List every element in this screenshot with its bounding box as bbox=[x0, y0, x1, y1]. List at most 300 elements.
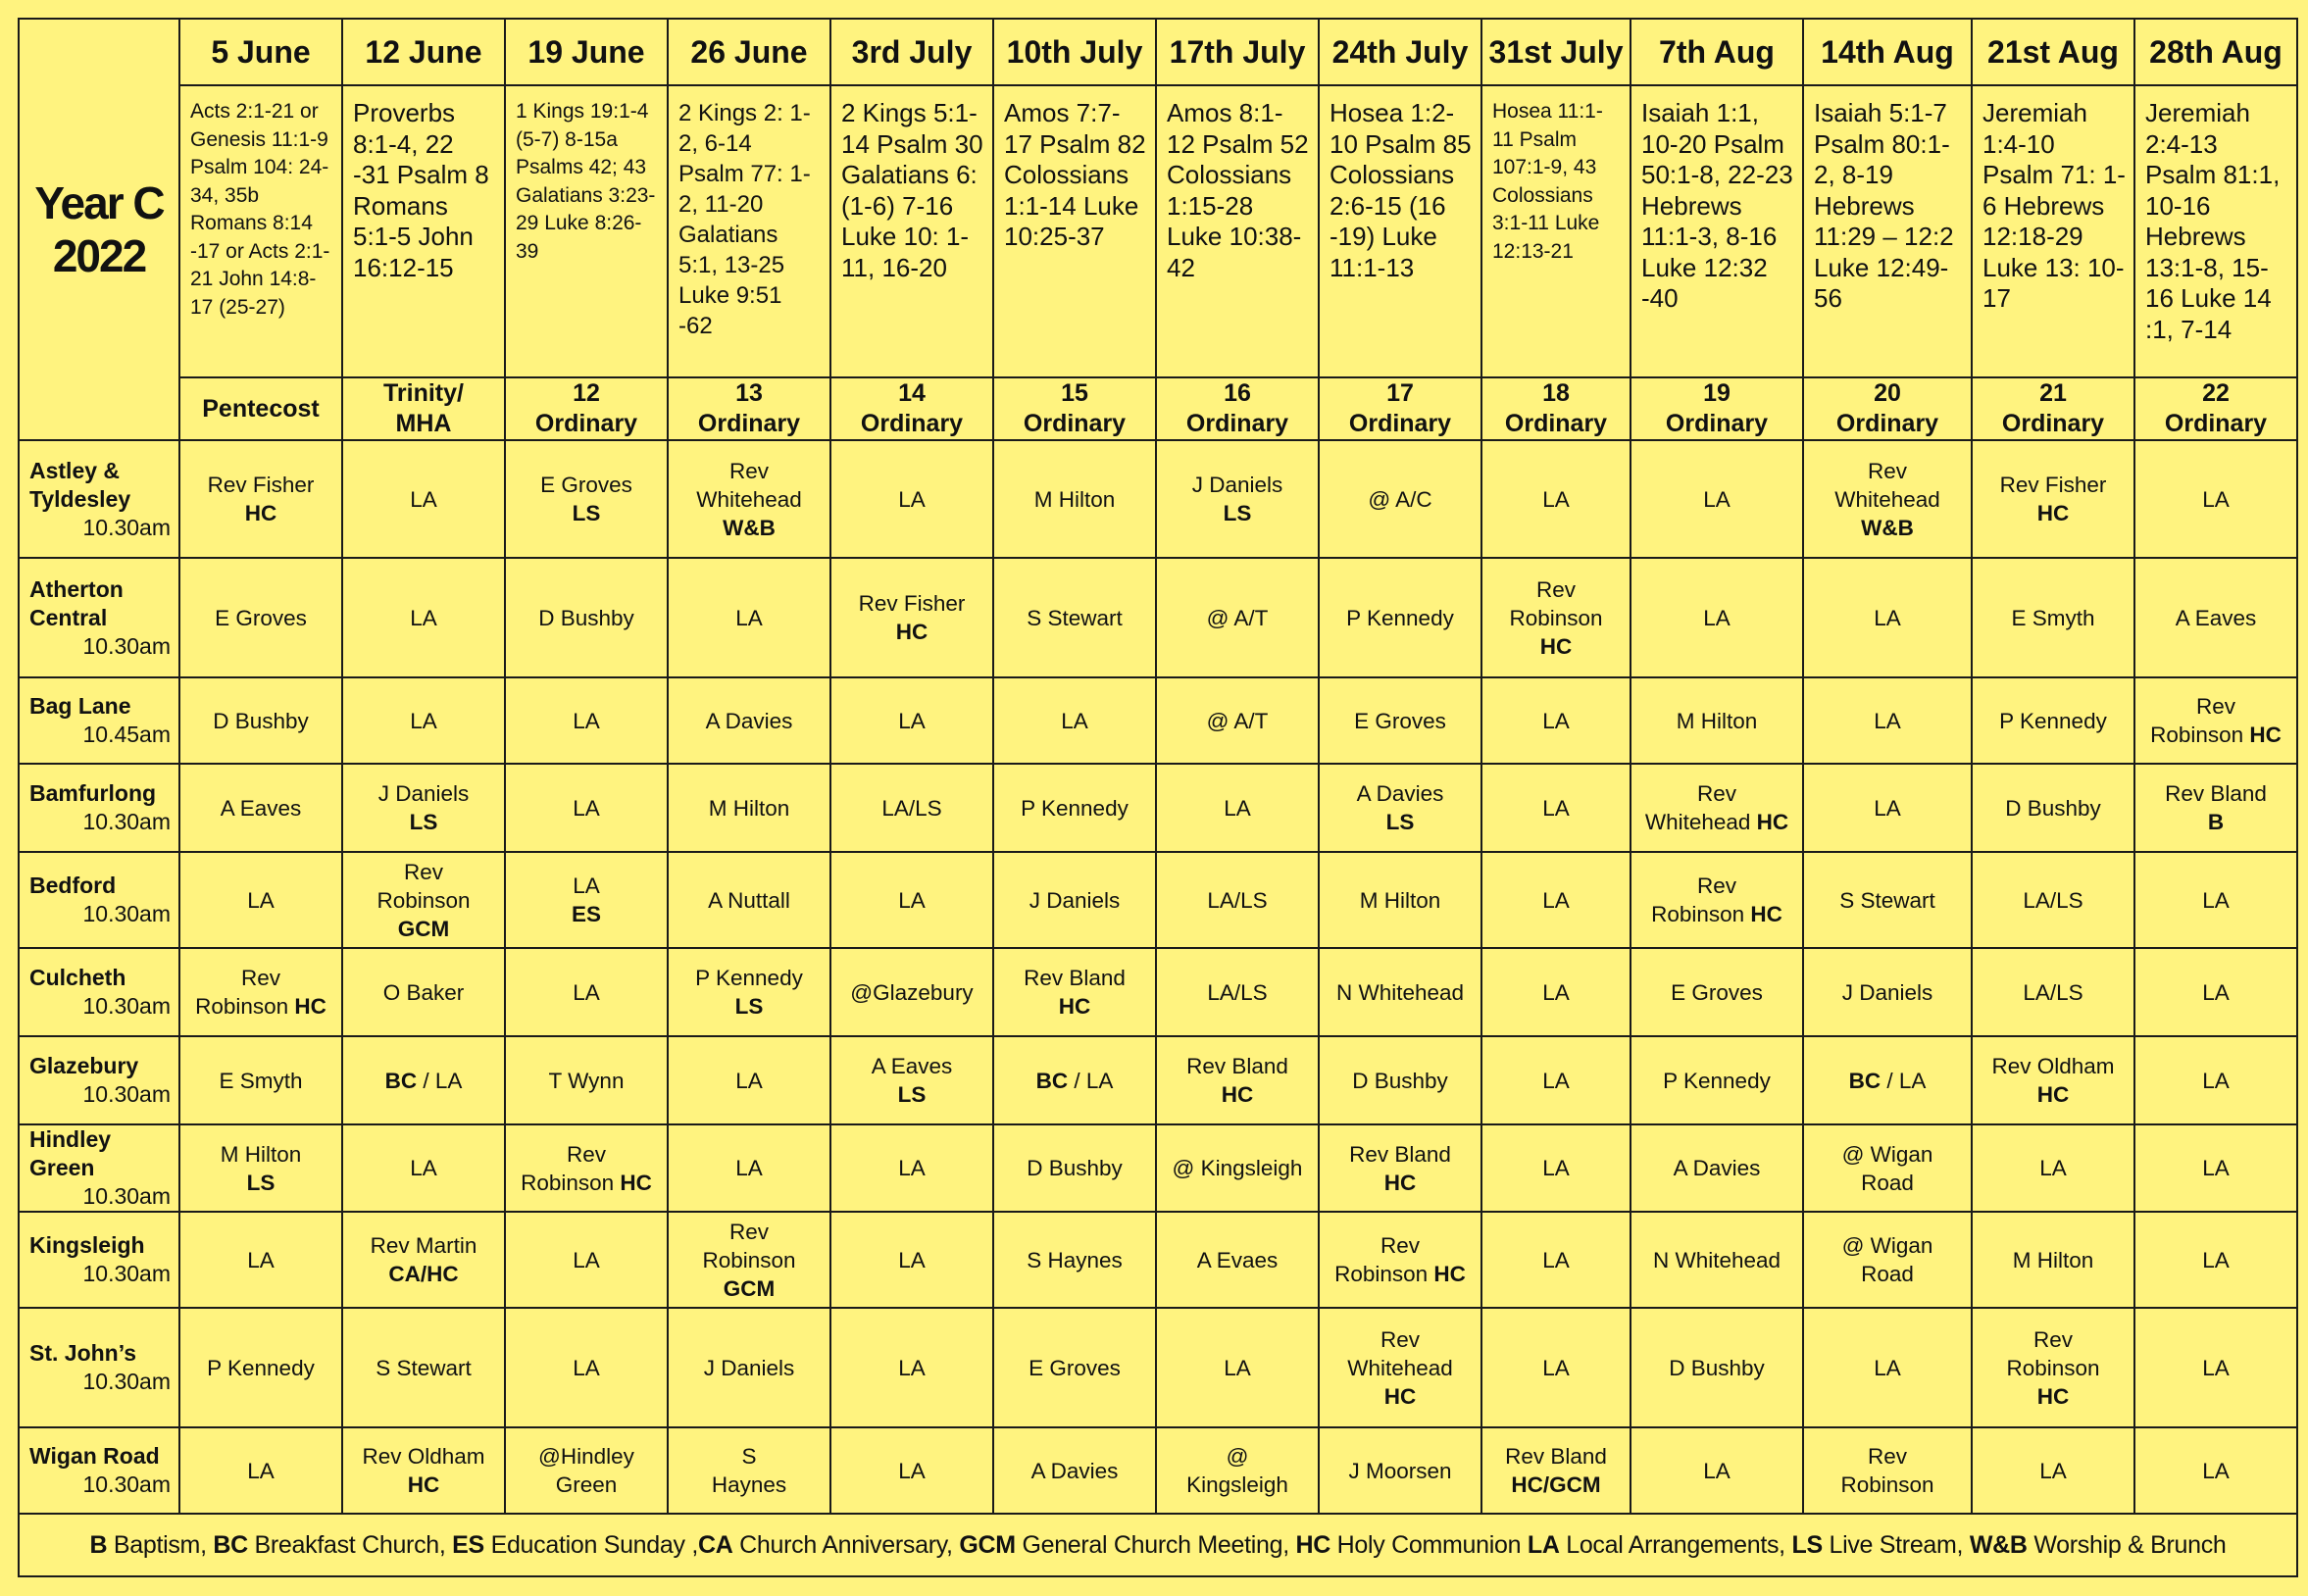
service-code: LS bbox=[1385, 810, 1415, 834]
preacher-cell bbox=[1156, 1212, 1319, 1308]
preacher-cell bbox=[1319, 948, 1481, 1036]
preacher-cell bbox=[1481, 948, 1631, 1036]
service-code: HC bbox=[1539, 633, 1573, 659]
sunday-line1: Trinity/ bbox=[383, 379, 464, 407]
preacher-cell bbox=[1803, 1036, 1972, 1124]
sunday-line2: Ordinary bbox=[1185, 410, 1289, 437]
service-time: 10.30am bbox=[82, 632, 171, 659]
preacher-text: P Kennedy bbox=[1346, 605, 1454, 630]
preacher-text: Robinson bbox=[1334, 1262, 1434, 1286]
liturgical-sunday bbox=[830, 377, 993, 440]
preacher-cell bbox=[1319, 1036, 1481, 1124]
preacher-text: A Eaves bbox=[220, 795, 302, 821]
preacher-cell bbox=[1481, 1036, 1631, 1124]
preacher-text: LA bbox=[573, 795, 600, 821]
preacher-text: LA/LS bbox=[2023, 979, 2083, 1005]
service-code: ES bbox=[571, 902, 601, 926]
preacher-cell bbox=[1481, 677, 1631, 764]
preacher-cell bbox=[830, 764, 993, 852]
preacher-cell bbox=[993, 1036, 1156, 1124]
lectionary-readings: Amos 7:7-17 Psalm 82 Colossians 1:1-14 Luke 10:25-37 bbox=[993, 85, 1156, 377]
preacher-cell bbox=[1803, 1124, 1972, 1212]
legend-text: Live Stream, bbox=[1822, 1530, 1970, 1559]
date-header: 14th Aug bbox=[1803, 19, 1972, 85]
preacher-cell bbox=[1972, 1308, 2134, 1427]
preacher-text: D Bushby bbox=[538, 605, 634, 630]
preacher-text: LA bbox=[898, 1355, 926, 1380]
legend-code: CA bbox=[698, 1530, 733, 1559]
preacher-text: @ Wigan bbox=[1841, 1233, 1933, 1258]
preacher-text: Robinson bbox=[376, 887, 471, 913]
service-code: LS bbox=[246, 1170, 276, 1195]
date-header: 3rd July bbox=[830, 19, 993, 85]
preacher-cell bbox=[1631, 1427, 1803, 1514]
preacher-cell bbox=[1972, 1427, 2134, 1514]
preacher-text: LA/LS bbox=[1207, 979, 1268, 1005]
preacher-cell bbox=[1803, 1308, 1972, 1427]
preacher-cell bbox=[1631, 948, 1803, 1036]
service-code: GCM bbox=[397, 916, 450, 941]
date-header: 26 June bbox=[668, 19, 830, 85]
church-name: Hindley Green bbox=[29, 1126, 112, 1180]
church-name-cell bbox=[19, 1124, 179, 1212]
preacher-cell bbox=[505, 677, 668, 764]
preacher-text: LA bbox=[2202, 1156, 2230, 1180]
date-header: 24th July bbox=[1319, 19, 1481, 85]
preacher-cell bbox=[1631, 1036, 1803, 1124]
preacher-text: Rev bbox=[1380, 1233, 1420, 1258]
preacher-text: @ Kingsleigh bbox=[1172, 1156, 1303, 1180]
preacher-text: Rev Fisher bbox=[858, 591, 966, 616]
preacher-cell bbox=[1319, 1124, 1481, 1212]
preacher-text: LA bbox=[410, 708, 437, 733]
sunday-line2: Ordinary bbox=[860, 410, 964, 437]
sunday-line1: 15 bbox=[1061, 379, 1088, 407]
legend-code: BC bbox=[213, 1530, 248, 1559]
preacher-text: A Eaves bbox=[2175, 605, 2257, 630]
sunday-line1: 12 bbox=[573, 379, 600, 407]
preacher-text: LA bbox=[573, 1355, 600, 1380]
legend-row bbox=[19, 1514, 2297, 1576]
preacher-cell bbox=[993, 852, 1156, 948]
preacher-text: A Davies bbox=[1356, 781, 1444, 806]
preacher-text: LA bbox=[898, 486, 926, 512]
preacher-text: LA bbox=[1542, 486, 1570, 512]
preacher-text: Rev bbox=[1867, 1444, 1907, 1469]
preacher-text: Rev Bland bbox=[2165, 781, 2267, 806]
service-code: LS bbox=[572, 501, 601, 525]
preacher-text: E Groves bbox=[540, 473, 632, 497]
preacher-cell bbox=[505, 1212, 668, 1308]
preacher-text: A Eaves bbox=[871, 1054, 953, 1078]
preacher-cell bbox=[668, 1212, 830, 1308]
church-name-cell bbox=[19, 677, 179, 764]
year-label-year: 2022 bbox=[52, 230, 146, 281]
service-code: HC bbox=[1383, 1383, 1417, 1409]
preacher-cell bbox=[830, 1212, 993, 1308]
service-code: HC/GCM bbox=[1511, 1472, 1601, 1497]
preacher-cell bbox=[1972, 1212, 2134, 1308]
preacher-text: Robinson bbox=[2150, 723, 2250, 747]
preacher-cell bbox=[993, 1212, 1156, 1308]
preacher-text: D Bushby bbox=[1669, 1355, 1765, 1380]
preacher-text: LA bbox=[410, 605, 437, 630]
legend-text: Local Arrangements, bbox=[1559, 1530, 1792, 1559]
sunday-line2: Ordinary bbox=[1023, 410, 1127, 437]
sunday-line1: 20 bbox=[1874, 379, 1901, 407]
preacher-cell bbox=[505, 1036, 668, 1124]
liturgical-sunday bbox=[668, 377, 830, 440]
preacher-cell bbox=[1319, 1212, 1481, 1308]
sunday-line1: 13 bbox=[735, 379, 763, 407]
preacher-text: Rev bbox=[566, 1141, 606, 1167]
preacher-cell bbox=[1319, 764, 1481, 852]
preacher-text: LA/LS bbox=[881, 795, 942, 821]
church-name-cell bbox=[19, 1036, 179, 1124]
preacher-text: J Daniels bbox=[1029, 887, 1121, 913]
service-code: B bbox=[2207, 810, 2225, 834]
preacher-cell bbox=[668, 677, 830, 764]
date-header: 10th July bbox=[993, 19, 1156, 85]
preacher-text: / LA bbox=[1068, 1068, 1114, 1093]
preacher-text: LA bbox=[2202, 486, 2230, 512]
preacher-cell bbox=[342, 1036, 505, 1124]
preacher-cell bbox=[1972, 948, 2134, 1036]
preacher-cell bbox=[1631, 1308, 1803, 1427]
liturgical-sunday bbox=[342, 377, 505, 440]
preacher-cell bbox=[993, 1427, 1156, 1514]
preacher-text: Rev bbox=[1696, 873, 1736, 898]
preacher-text: Rev Fisher bbox=[1999, 473, 2107, 497]
preaching-plan-table bbox=[18, 18, 2298, 1577]
church-name: Wigan Road bbox=[29, 1443, 160, 1469]
preacher-text: Rev Bland bbox=[1024, 966, 1126, 990]
preacher-cell bbox=[179, 852, 342, 948]
preacher-cell bbox=[2134, 852, 2297, 948]
year-label-cycle: Year C bbox=[34, 177, 164, 228]
preacher-cell bbox=[342, 440, 505, 558]
preacher-cell bbox=[1803, 1427, 1972, 1514]
service-code: BC bbox=[1848, 1068, 1882, 1093]
preacher-cell bbox=[1631, 1212, 1803, 1308]
preacher-cell bbox=[1803, 558, 1972, 677]
preacher-cell bbox=[179, 948, 342, 1036]
legend-code: ES bbox=[452, 1530, 484, 1559]
preacher-cell bbox=[179, 558, 342, 677]
preacher-cell bbox=[668, 948, 830, 1036]
church-row bbox=[19, 440, 2297, 558]
service-time: 10.30am bbox=[82, 1183, 171, 1209]
preacher-text: LA bbox=[1542, 979, 1570, 1005]
preacher-text: LA bbox=[1542, 708, 1570, 733]
preacher-cell bbox=[179, 764, 342, 852]
service-code: LS bbox=[897, 1082, 927, 1107]
preacher-cell bbox=[505, 948, 668, 1036]
lectionary-readings: Isaiah 5:1-7 Psalm 80:1-2, 8-19 Hebrews 11:29 – 12:2 Luke 12:49-56 bbox=[1803, 85, 1972, 377]
preacher-text: Road bbox=[1861, 1170, 1914, 1195]
preacher-text: @ bbox=[1226, 1444, 1249, 1469]
preacher-cell bbox=[2134, 1427, 2297, 1514]
preacher-cell bbox=[1319, 1427, 1481, 1514]
date-header: 7th Aug bbox=[1631, 19, 1803, 85]
preacher-text: LA bbox=[1542, 1068, 1570, 1093]
preacher-text: M Hilton bbox=[1676, 708, 1758, 733]
preacher-text: LA bbox=[1542, 795, 1570, 821]
preacher-text: LA bbox=[898, 1247, 926, 1272]
legend bbox=[19, 1514, 2297, 1576]
preacher-text: LA bbox=[1542, 1156, 1570, 1180]
sundays-row bbox=[19, 377, 2297, 440]
preacher-text: Rev bbox=[1535, 576, 1576, 602]
preacher-text: Rev bbox=[1380, 1326, 1420, 1352]
sunday-line1: 16 bbox=[1224, 379, 1251, 407]
sunday-line2: Ordinary bbox=[1348, 410, 1452, 437]
legend-text: Baptism, bbox=[107, 1530, 214, 1559]
church-row bbox=[19, 1427, 2297, 1514]
preacher-text: Robinson bbox=[1840, 1472, 1934, 1497]
liturgical-sunday bbox=[1803, 377, 1972, 440]
service-code: HC bbox=[1058, 994, 1091, 1019]
preacher-cell bbox=[2134, 948, 2297, 1036]
preacher-text: Rev Fisher bbox=[207, 473, 315, 497]
preacher-cell bbox=[1319, 1308, 1481, 1427]
preacher-text: Whitehead bbox=[1644, 810, 1757, 834]
service-time: 10.30am bbox=[82, 901, 171, 926]
preacher-text: LA bbox=[898, 1156, 926, 1180]
preacher-cell bbox=[1972, 558, 2134, 677]
date-header: 5 June bbox=[179, 19, 342, 85]
preacher-cell bbox=[179, 1308, 342, 1427]
preacher-text: S Haynes bbox=[1027, 1247, 1123, 1272]
preacher-text: @ Wigan bbox=[1841, 1141, 1933, 1167]
preacher-text: Road bbox=[1861, 1262, 1914, 1286]
preacher-text: LA bbox=[410, 1156, 437, 1180]
service-code: HC bbox=[1756, 810, 1789, 834]
sunday-line2: Ordinary bbox=[534, 410, 638, 437]
preacher-cell bbox=[1156, 1036, 1319, 1124]
legend-text: Worship & Brunch bbox=[2027, 1530, 2227, 1559]
preacher-text: Whitehead bbox=[1834, 486, 1940, 512]
service-code: HC bbox=[2036, 1383, 2070, 1409]
preacher-cell bbox=[830, 1124, 993, 1212]
preacher-cell bbox=[342, 1212, 505, 1308]
preacher-cell bbox=[830, 1427, 993, 1514]
preacher-text: LA bbox=[2202, 1068, 2230, 1093]
preacher-cell bbox=[993, 440, 1156, 558]
liturgical-sunday bbox=[993, 377, 1156, 440]
preacher-text: S Stewart bbox=[1839, 887, 1935, 913]
sunday-line2: Ordinary bbox=[2164, 410, 2268, 437]
service-code: HC bbox=[1383, 1170, 1417, 1195]
sunday-line2: Ordinary bbox=[1665, 410, 1769, 437]
service-code: HC bbox=[1750, 902, 1782, 926]
sunday-line1: 19 bbox=[1703, 379, 1731, 407]
preacher-text: P Kennedy bbox=[1999, 708, 2107, 733]
lectionary-readings: Jeremiah 1:4-10 Psalm 71: 1-6 Hebrews 12:18-29 Luke 13: 10-17 bbox=[1972, 85, 2134, 377]
date-header: 19 June bbox=[505, 19, 668, 85]
preacher-text: E Groves bbox=[215, 605, 307, 630]
preacher-text: J Daniels bbox=[1841, 979, 1933, 1005]
preacher-cell bbox=[668, 1036, 830, 1124]
preacher-cell bbox=[1156, 558, 1319, 677]
preacher-text: Rev Oldham bbox=[362, 1444, 485, 1469]
preacher-cell bbox=[668, 1308, 830, 1427]
legend-text: General Church Meeting, bbox=[1015, 1530, 1296, 1559]
lectionary-readings: 1 Kings 19:1-4 (5-7) 8-15a Psalms 42; 43 Galatians 3:23-29 Luke 8:26-39 bbox=[505, 85, 668, 377]
sunday-line2: Ordinary bbox=[697, 410, 801, 437]
preacher-text: Robinson bbox=[1651, 902, 1751, 926]
preacher-cell bbox=[505, 1124, 668, 1212]
preacher-cell bbox=[830, 948, 993, 1036]
preacher-text: LA bbox=[1703, 605, 1731, 630]
preacher-cell bbox=[1972, 1036, 2134, 1124]
church-row bbox=[19, 852, 2297, 948]
preacher-text: LA bbox=[898, 708, 926, 733]
preacher-cell bbox=[342, 852, 505, 948]
preacher-text: A Davies bbox=[1030, 1458, 1119, 1483]
preacher-text: P Kennedy bbox=[695, 966, 803, 990]
legend-text: Breakfast Church, bbox=[247, 1530, 453, 1559]
preacher-text: Rev bbox=[1696, 781, 1736, 806]
preacher-text: LA bbox=[1874, 605, 1901, 630]
preacher-cell bbox=[1481, 1212, 1631, 1308]
service-code: HC bbox=[244, 501, 277, 525]
dates-row bbox=[19, 19, 2297, 85]
preacher-text: @ A/T bbox=[1206, 708, 1269, 733]
date-header: 12 June bbox=[342, 19, 505, 85]
preacher-cell bbox=[1803, 440, 1972, 558]
preacher-cell bbox=[505, 1427, 668, 1514]
sunday-line1: 22 bbox=[2202, 379, 2230, 407]
preacher-cell bbox=[993, 1124, 1156, 1212]
preacher-text: LA bbox=[898, 887, 926, 913]
service-code: HC bbox=[2249, 723, 2282, 747]
preacher-text: LA bbox=[735, 605, 763, 630]
preacher-text: LA bbox=[735, 1156, 763, 1180]
sunday-line2: Ordinary bbox=[1504, 410, 1608, 437]
preacher-cell bbox=[179, 1036, 342, 1124]
legend-code: W&B bbox=[1969, 1530, 2028, 1559]
preacher-text: Whitehead bbox=[696, 486, 802, 512]
preacher-text: Rev bbox=[240, 966, 280, 990]
preacher-cell bbox=[668, 1427, 830, 1514]
preacher-text: LA bbox=[1224, 795, 1251, 821]
preacher-cell bbox=[2134, 440, 2297, 558]
service-time: 10.30am bbox=[82, 1369, 171, 1394]
church-row bbox=[19, 1212, 2297, 1308]
service-code: W&B bbox=[1861, 515, 1914, 540]
service-code: W&B bbox=[723, 515, 776, 540]
sunday-line2: Ordinary bbox=[2001, 410, 2105, 437]
preacher-cell bbox=[342, 558, 505, 677]
service-code: HC bbox=[1221, 1082, 1254, 1107]
preacher-text: LA bbox=[1703, 486, 1731, 512]
preacher-text: LA bbox=[2202, 1458, 2230, 1483]
sunday-line2: MHA bbox=[395, 410, 452, 437]
preacher-text: LA bbox=[1874, 1355, 1901, 1380]
preacher-text: LA bbox=[247, 887, 275, 913]
sunday-line1: 21 bbox=[2039, 379, 2067, 407]
church-name: Culcheth bbox=[29, 965, 126, 990]
preacher-text: E Groves bbox=[1671, 979, 1763, 1005]
service-code: HC bbox=[1433, 1262, 1466, 1286]
preacher-text: D Bushby bbox=[213, 708, 309, 733]
preacher-cell bbox=[668, 764, 830, 852]
church-row bbox=[19, 948, 2297, 1036]
preacher-text: LA bbox=[898, 1458, 926, 1483]
service-time: 10.30am bbox=[82, 1261, 171, 1286]
preacher-text: LA bbox=[573, 708, 600, 733]
preacher-text: Robinson bbox=[521, 1170, 621, 1195]
church-name-cell bbox=[19, 1427, 179, 1514]
preacher-cell bbox=[1631, 852, 1803, 948]
preacher-text: E Smyth bbox=[2011, 605, 2095, 630]
preacher-cell bbox=[1156, 1308, 1319, 1427]
preacher-cell bbox=[505, 558, 668, 677]
preacher-cell bbox=[1319, 852, 1481, 948]
preacher-text: J Daniels bbox=[1191, 473, 1283, 497]
preacher-cell bbox=[830, 852, 993, 948]
preacher-text: LA bbox=[573, 873, 600, 898]
legend-text: Church Anniversary, bbox=[732, 1530, 960, 1559]
church-name: Atherton Central bbox=[29, 575, 124, 630]
preacher-cell bbox=[1156, 440, 1319, 558]
church-name: St. John’s bbox=[29, 1340, 137, 1366]
preacher-text: Haynes bbox=[711, 1472, 787, 1497]
church-row bbox=[19, 558, 2297, 677]
preacher-cell bbox=[1803, 1212, 1972, 1308]
legend-text: Education Sunday , bbox=[483, 1530, 698, 1559]
preacher-text: Robinson bbox=[2006, 1355, 2100, 1380]
church-row bbox=[19, 677, 2297, 764]
preacher-text: @ A/C bbox=[1368, 486, 1432, 512]
liturgical-sunday bbox=[1319, 377, 1481, 440]
church-name: Bag Lane bbox=[29, 693, 131, 719]
preacher-text: Rev bbox=[2195, 694, 2235, 719]
preacher-text: Rev bbox=[1867, 458, 1907, 483]
preacher-text: LA bbox=[1874, 795, 1901, 821]
preacher-text: LA bbox=[1542, 1355, 1570, 1380]
preacher-cell bbox=[1803, 948, 1972, 1036]
preacher-cell bbox=[2134, 1124, 2297, 1212]
sunday-line1: 14 bbox=[898, 379, 926, 407]
service-time: 10.45am bbox=[82, 722, 171, 747]
preacher-text: P Kennedy bbox=[207, 1355, 315, 1380]
preacher-text: Green bbox=[555, 1472, 618, 1497]
preacher-text: / LA bbox=[1881, 1068, 1927, 1093]
church-name-cell bbox=[19, 1212, 179, 1308]
legend-code: B bbox=[89, 1530, 108, 1559]
preacher-cell bbox=[2134, 1308, 2297, 1427]
preacher-cell bbox=[505, 852, 668, 948]
preacher-text: Rev Oldham bbox=[1991, 1054, 2115, 1078]
service-code: GCM bbox=[723, 1275, 776, 1301]
preacher-cell bbox=[1481, 558, 1631, 677]
preacher-cell bbox=[993, 558, 1156, 677]
lectionary-readings: Amos 8:1-12 Psalm 52 Colossians 1:15-28 Luke 10:38-42 bbox=[1156, 85, 1319, 377]
plan-body bbox=[19, 19, 2297, 1576]
preacher-text: Rev bbox=[2032, 1326, 2073, 1352]
preacher-text: LA bbox=[2202, 887, 2230, 913]
lectionary-readings: Proverbs 8:1-4, 22 -31 Psalm 8 Romans 5:1-5 John 16:12-15 bbox=[342, 85, 505, 377]
service-code: HC bbox=[620, 1170, 652, 1195]
preacher-cell bbox=[1156, 1427, 1319, 1514]
preacher-cell bbox=[1481, 1308, 1631, 1427]
preacher-text: Robinson bbox=[702, 1247, 796, 1272]
preacher-cell bbox=[1481, 1427, 1631, 1514]
preacher-cell bbox=[179, 1427, 342, 1514]
preacher-cell bbox=[830, 558, 993, 677]
